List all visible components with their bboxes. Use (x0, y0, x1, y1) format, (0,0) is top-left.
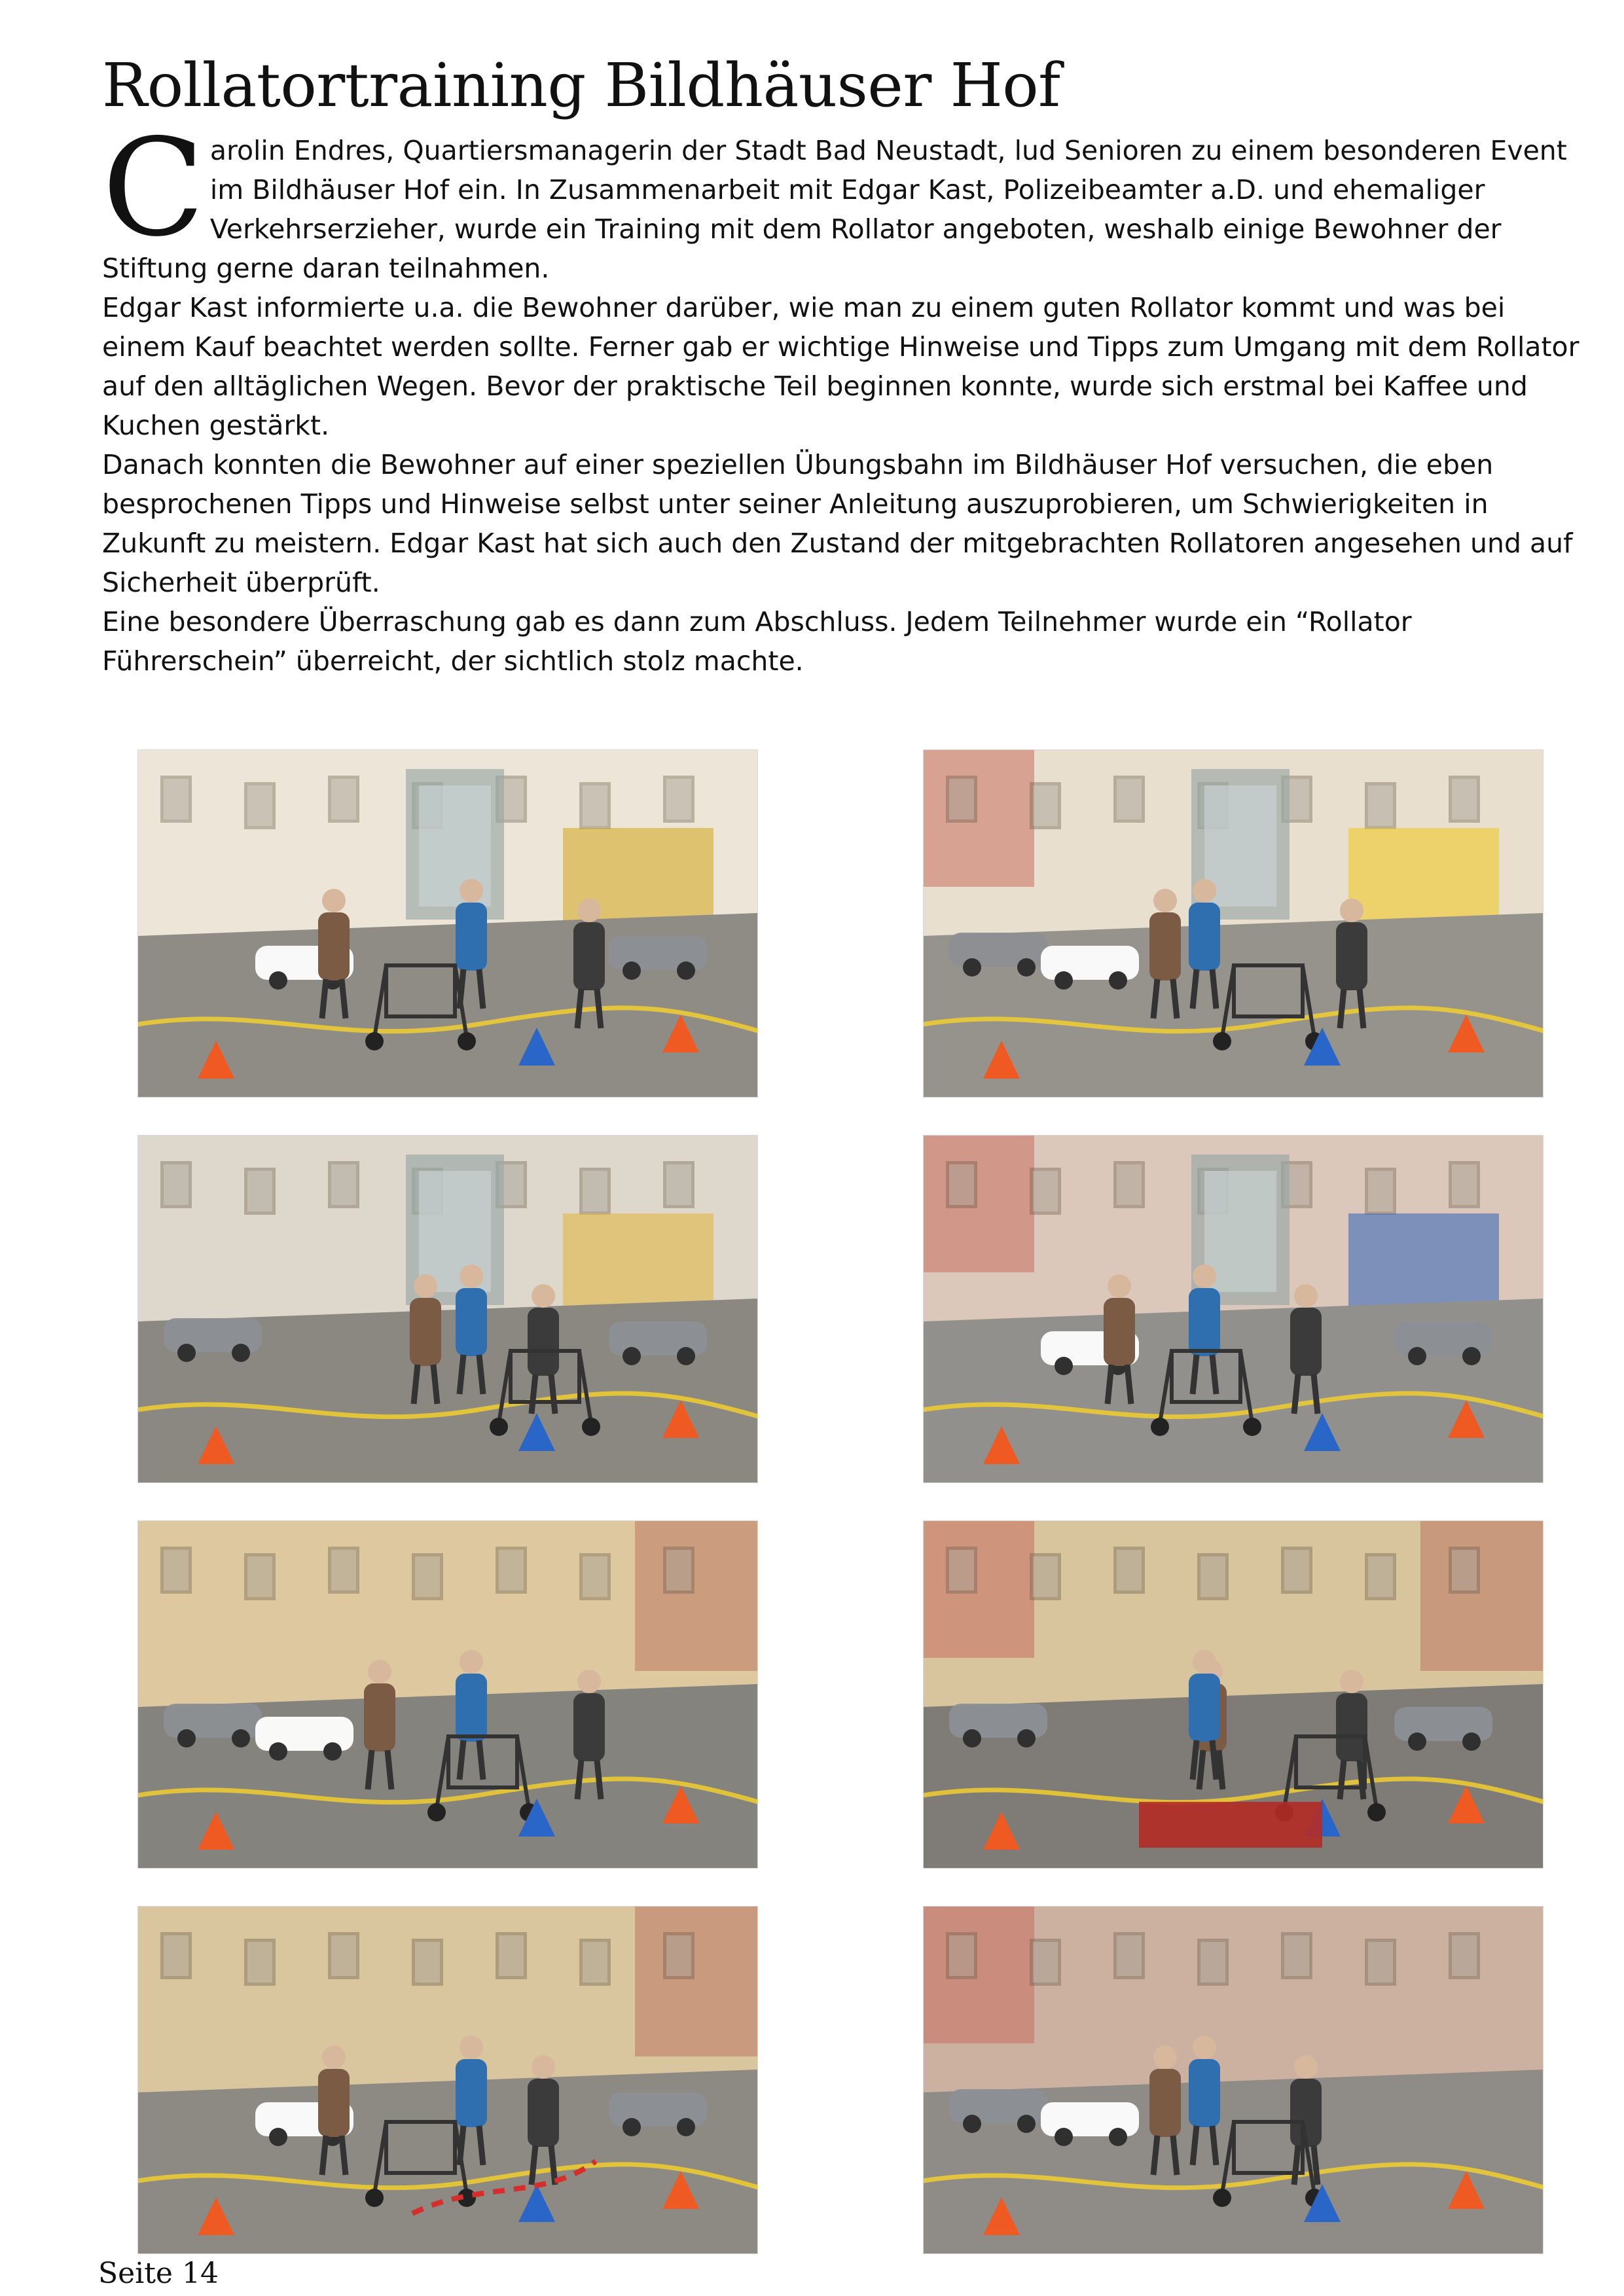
photo-courtyard-cones (923, 749, 1543, 1098)
photo-slalom-course (137, 1906, 758, 2254)
page-number: Seite 14 (98, 2257, 219, 2290)
article-paragraph-2: Edgar Kast informierte u.a. die Bewohner darüber, wie man zu einem guten Rollator kommt und was bei einem Kauf beachtet werden sollte. Ferner gab er wichtige Hinweise und Tipps zum Umgang mit dem Rollator auf den alltäglichen Wegen. Bevor der praktische Teil beginnen konnte, wurde sich erstmal bei Kaffee und Kuchen gestärkt. (102, 292, 1579, 441)
photo-2 (923, 749, 1543, 1098)
photo-3 (137, 1135, 758, 1483)
photo-8 (923, 1906, 1543, 2254)
article-paragraph-1-text: arolin Endres, Quartiersmanagerin der Stadt Bad Neustadt, lud Senioren zu einem besonderen Event im Bildhäuser Hof ein. In Zusammenarbeit mit Edgar Kast, Polizeibeamter a.D. und ehemaliger Verkehrserzieher, wurde ein Training mit dem Rollator angeboten, weshalb einige Bewohner der Stiftung gerne daran teilnahmen. (102, 135, 1567, 284)
photo-5 (137, 1520, 758, 1869)
photo-red-carpet-step (923, 1520, 1543, 1869)
photo-rollator-practice (923, 1906, 1543, 2254)
article-paragraph-4: Eine besondere Überraschung gab es dann zum Abschluss. Jedem Teilnehmer wurde ein “Rollator Führerschein” überreicht, der sichtlich stolz machte. (102, 606, 1412, 677)
photo-cars-and-walkers (137, 1520, 758, 1869)
photo-training-course (923, 1135, 1543, 1483)
dropcap-letter: C (102, 111, 205, 266)
photo-steps-rollator (137, 1135, 758, 1483)
photo-courtyard-glass-entrance (137, 749, 758, 1098)
article-body (102, 111, 1588, 681)
photo-4 (923, 1135, 1543, 1483)
article-paragraph-1 (102, 111, 1588, 288)
article-paragraph-3: Danach konnten die Bewohner auf einer speziellen Übungsbahn im Bildhäuser Hof versuchen, die eben besprochenen Tipps und Hinweise selbst unter seiner Anleitung auszuprobieren, um Schwierigkeiten in Zukunft zu meistern. Edgar Kast hat sich auch den Zustand der mitgebrachten Rollatoren angesehen und auf Sicherheit überprüft. (102, 449, 1573, 598)
photo-1 (137, 749, 758, 1098)
photo-6 (923, 1520, 1543, 1869)
photo-7 (137, 1906, 758, 2254)
article-title: Rollatortraining Bildhäuser Hof (102, 50, 1060, 120)
